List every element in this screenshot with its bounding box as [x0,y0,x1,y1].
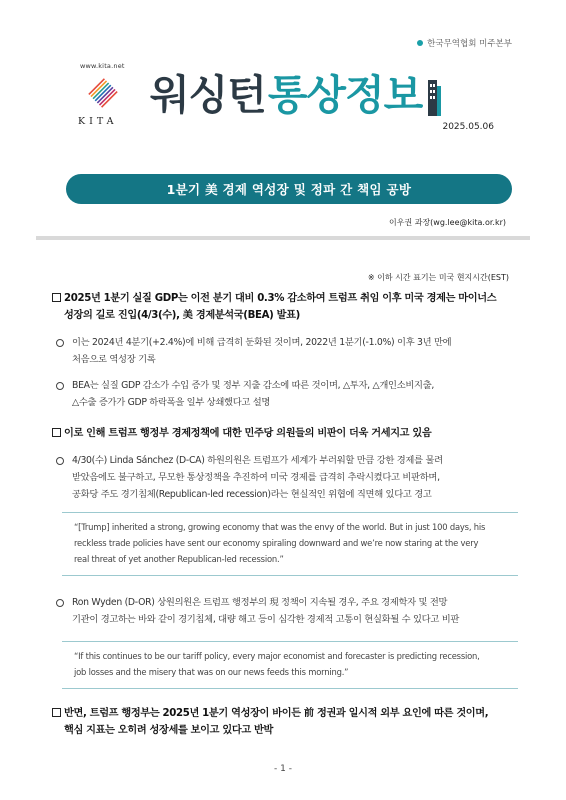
section-heading [52,425,518,442]
headline-banner [66,174,512,204]
bullet-line: Ron Wyden (D-OR) 상원의원은 트럼프 행정부의 現 정책이 지속될 경우, 주요 경제학자 및 전망 [72,597,448,608]
article-body [52,290,518,739]
quote-line: job losses and the misery that was on our news feeds this morning.” [74,667,349,677]
quote-block [62,641,518,689]
bullet-item [54,334,518,368]
page-number: - 1 - [274,764,292,774]
bullet-item [54,377,518,411]
bullet-line: 4/30(수) Linda Sánchez (D-CA) 하원의원은 트럼프가 세계가 부러워할 만큼 강한 경제를 물려 [72,455,443,466]
publication-title [150,62,442,121]
dot-icon [417,40,423,46]
quote-line: real threat of yet another Republican-led recession.” [74,554,284,564]
heading-line: 이로 인해 트럼프 행정부 경제정책에 대한 민주당 의원들의 비판이 더욱 거세지고 있음 [64,428,432,439]
building-icon [426,76,442,116]
section-heading [52,290,518,324]
quote-block [62,512,518,576]
bullet-line: 기관이 경고하는 바와 같이 경기침체, 대량 해고 등이 심각한 경제적 고통이 현실화될 수 있다고 비판 [72,614,460,625]
circle-bullet-icon [56,457,64,465]
heading-line: 반면, 트럼프 행정부는 2025년 1분기 역성장이 바이든 前 정권과 일시적 외부 요인에 따른 것이며, [64,708,489,719]
title-part1: 워싱턴 [150,71,266,119]
time-note: ※ 이하 시간 표기는 미국 현지시간(EST) [367,273,509,282]
publish-date: 2025.05.06 [442,122,494,132]
checkbox-icon [52,293,61,302]
headline: 1분기 美 경제 역성장 및 정파 간 책임 공방 [166,182,412,197]
quote-line: reckless trade policies have sent our economy spiraling downward and we’re now staring at the very [74,538,479,548]
header [62,52,522,142]
logo-name: KITA [78,116,118,127]
bullet-line: 이는 2024년 4분기(+2.4%)에 비해 급격히 둔화된 것이며, 2022년 1분기(-1.0%) 이후 3년 만에 [72,337,452,348]
circle-bullet-icon [56,382,64,390]
kita-logo-icon [86,76,120,110]
bullet-line: 받았음에도 불구하고, 무모한 통상정책을 추진하여 미국 경제를 급격히 추락시켰다고 비판하며, [72,472,440,483]
bullet-item [54,452,518,503]
bullet-item [54,594,518,628]
divider [36,236,530,240]
bullet-line: 처음으로 역성장 기록 [72,354,156,365]
bullet-line: 공화당 주도 경기침체(Republican-led recession)라는 현실적인 위협에 직면해 있다고 경고 [72,489,432,500]
org-label-text: 한국무역협회 미주본부 [427,39,512,49]
section-heading [52,705,518,739]
quote-line: “If this continues to be our tariff policy, every major economist and forecaster is predicting recession, [74,651,480,661]
circle-bullet-icon [56,339,64,347]
checkbox-icon [52,428,61,437]
bullet-line: △수출 증가가 GDP 하락폭을 일부 상쇄했다고 설명 [72,397,271,408]
logo-url: www.kita.net [80,62,125,70]
heading-line: 2025년 1분기 실질 GDP는 이전 분기 대비 0.3% 감소하여 트럼프 취임 이후 미국 경제는 마이너스 [64,293,497,304]
org-label [417,37,512,49]
kita-logo [62,60,142,142]
heading-line: 핵심 지표는 오히려 성장세를 보이고 있다고 반박 [64,725,274,736]
author: 이우권 과장(wg.lee@kita.or.kr) [388,218,506,227]
bullet-line: BEA는 실질 GDP 감소가 수입 증가 및 정부 지출 감소에 따른 것이며, △투자, △개인소비지출, [72,380,435,391]
circle-bullet-icon [56,599,64,607]
title-part2: 통상정보 [267,71,423,119]
quote-line: “[Trump] inherited a strong, growing economy that was the envy of the world. But in just 100 days, his [74,522,486,532]
checkbox-icon [52,708,61,717]
heading-line: 성장의 길로 진입(4/3(수), 美 경제분석국(BEA) 발표) [64,310,300,321]
